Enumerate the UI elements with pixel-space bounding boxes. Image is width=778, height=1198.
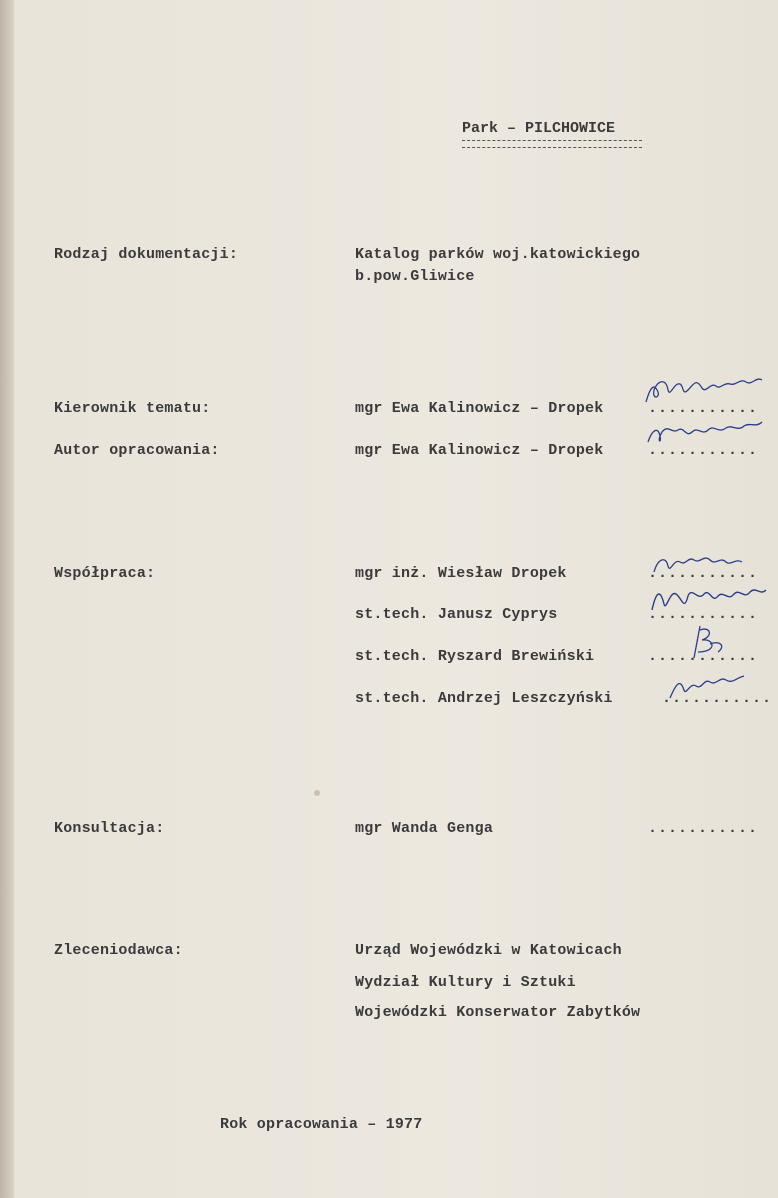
cooperation-member-dots: ...........: [662, 690, 773, 707]
consultation-name: mgr Wanda Genga: [355, 820, 494, 837]
client-line2: Wydział Kultury i Sztuki: [355, 974, 576, 991]
consultation-dots: ...........: [648, 820, 759, 837]
cooperation-member-name: st.tech. Janusz Cyprys: [355, 606, 558, 623]
author-signature: [640, 412, 770, 457]
author-name: mgr Ewa Kalinowicz – Dropek: [355, 442, 604, 459]
consultation-label: Konsultacja:: [54, 820, 165, 837]
title-underline: [462, 140, 642, 148]
leader-signature: [640, 368, 770, 413]
client-line1: Urząd Wojewódzki w Katowicach: [355, 942, 622, 959]
year-line: Rok opracowania – 1977: [220, 1116, 423, 1133]
client-label: Zleceniodawca:: [54, 942, 183, 959]
document-title: Park – PILCHOWICE: [462, 120, 616, 137]
cooperation-member-name: st.tech. Ryszard Brewiński: [355, 648, 595, 665]
author-dots: ...........: [648, 442, 759, 459]
cooperation-member-dots: ...........: [648, 606, 759, 623]
client-line3: Wojewódzki Konserwator Zabytków: [355, 1004, 641, 1021]
paper-stain: [314, 790, 320, 796]
doc-type-line1: Katalog parków woj.katowickiego: [355, 246, 641, 263]
cooperation-member-dots: ...........: [648, 648, 759, 665]
cooperation-signature: [680, 622, 740, 667]
author-label: Autor opracowania:: [54, 442, 220, 459]
cooperation-signature: [648, 582, 773, 627]
cooperation-member-name: mgr inż. Wiesław Dropek: [355, 565, 567, 582]
cooperation-signature: [650, 548, 750, 583]
doc-type-line2: b.pow.Gliwice: [355, 268, 475, 285]
cooperation-member-name: st.tech. Andrzej Leszczyński: [355, 690, 613, 707]
cooperation-signature: [664, 668, 754, 709]
doc-type-label: Rodzaj dokumentacji:: [54, 246, 239, 263]
leader-dots: ...........: [648, 400, 759, 417]
cooperation-member-dots: ...........: [648, 565, 759, 582]
leader-name: mgr Ewa Kalinowicz – Dropek: [355, 400, 604, 417]
leader-label: Kierownik tematu:: [54, 400, 211, 417]
binding-edge: [0, 0, 14, 1198]
cooperation-label: Współpraca:: [54, 565, 156, 582]
